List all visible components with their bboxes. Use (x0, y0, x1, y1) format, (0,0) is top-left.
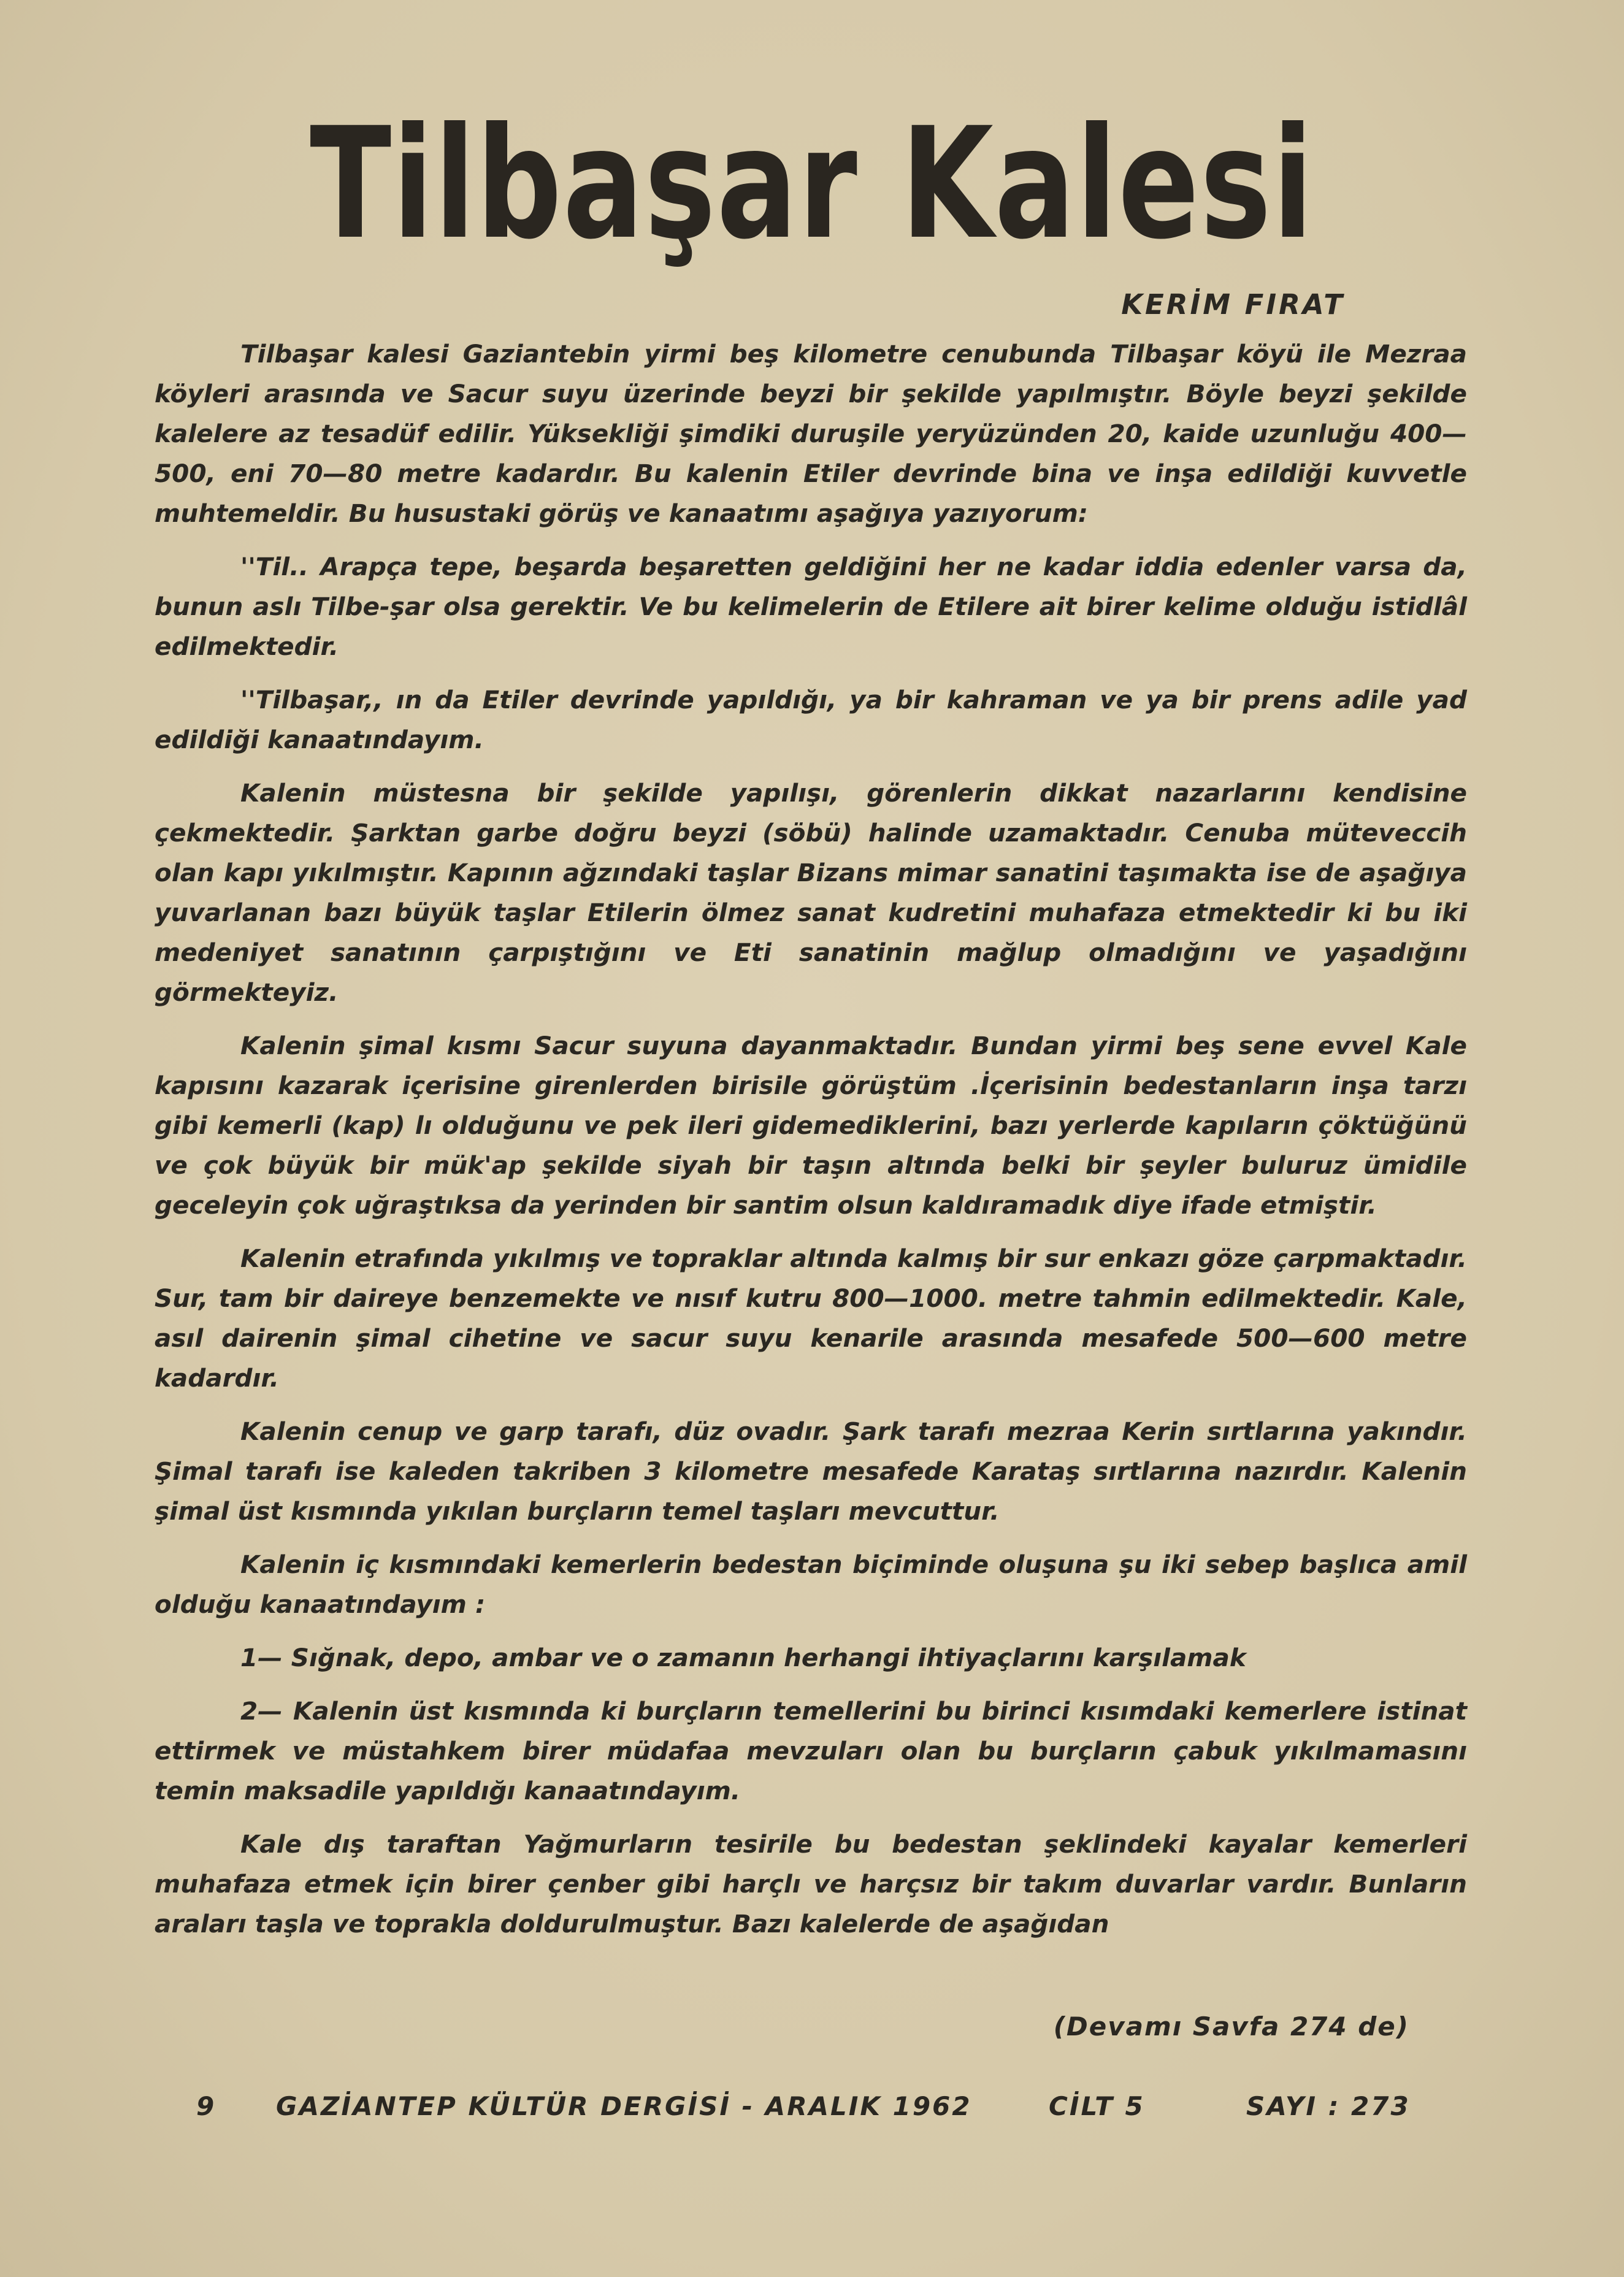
paragraph: Kalenin cenup ve garp tarafı, düz ovadır. Şark tarafı mezraa Kerin sırtlarına yakındır. Şimal tarafı ise kaleden takriben 3 kilometre mesafede Karataş sırtlarına nazırdır. Kalenin şimal üst kısmında yıkılan burçların temel taşları mevcuttur. (155, 1417, 1467, 1526)
paragraph: 1— Sığnak, depo, ambar ve o zamanın herhangi ihtiyaçlarını karşılamak (240, 1643, 1246, 1672)
paragraph: Kale dış taraftan Yağmurların tesirile bu bedestan şeklindeki kayalar kemerleri muhafaza etmek için birer çenber gibi harçlı ve harçsız bir takım duvarlar vardır. Bunların araları taşla ve toprakla doldurulmuştur. Bazı kalelerde de aşağıdan (155, 1829, 1467, 1938)
paragraph: ''Tilbaşar,, ın da Etiler devrinde yapıldığı, ya bir kahraman ve ya bir prens adile yad edildiği kanaatındayım. (155, 685, 1467, 754)
paragraph: Kalenin iç kısmındaki kemerlerin bedestan biçiminde oluşuna şu iki sebep başlıca amil olduğu kanaatındayım : (155, 1550, 1467, 1619)
paragraph: Kalenin etrafında yıkılmış ve topraklar altında kalmış bir sur enkazı göze çarpmaktadır. Sur, tam bir daireye benzemekte ve nısıf kutru 800—1000. metre tahmin edilmektedir. Kale, asıl dairenin şimal cihetine ve sacur suyu kenarile arasında mesafede 500—600 metre kadardır. (155, 1244, 1467, 1393)
article-title: Tilbaşar Kalesi (310, 94, 1314, 273)
paragraph: Kalenin şimal kısmı Sacur suyuna dayanmaktadır. Bundan yirmi beş sene evvel Kale kapısını kazarak içerisine girenlerden birisile görüştüm .İçerisinin bedestanların inşa tarzı gibi kemerli (kap) lı olduğunu ve pek ileri gidemediklerini, bazı yerlerde kapıların çöktüğünü ve çok büyük bir mük'ap şekilde siyah bir taşın altında belki bir şeyler buluruz ümidile geceleyin çok uğraştıksa da yerinden bir santim olsun kaldıramadık diye ifade etmiştir. (155, 1031, 1467, 1220)
footer-page-number: 9 (196, 2091, 216, 2121)
footer-journal: GAZİANTEP KÜLTÜR DERGİSİ - ARALIK 1962 (276, 2091, 972, 2121)
paragraph: Tilbaşar kalesi Gaziantebin yirmi beş kilometre cenubunda Tilbaşar köyü ile Mezraa köyleri arasında ve Sacur suyu üzerinde beyzi bir şekilde yapılmıştır. Böyle beyzi şekilde kalelere az tesadüf edilir. Yüksekliği şimdiki duruşile yeryüzünden 20, kaide uzunluğu 400—500, eni 70—80 metre kadardır. Bu kalenin Etiler devrinde bina ve inşa edildiği kuvvetle muhtemeldir. Bu husustaki görüş ve kanaatımı aşağıya yazıyorum: (155, 339, 1467, 528)
paragraph: 2— Kalenin üst kısmında ki burçların temellerini bu birinci kısımdaki kemerlere istinat ettirmek ve müstahkem birer müdafaa mevzuları olan bu burçların çabuk yıkılmamasını temin maksadile yapıldığı kanaatındayım. (155, 1696, 1467, 1805)
paragraph: Kalenin müstesna bir şekilde yapılışı, görenlerin dikkat nazarlarını kendisine çekmektedir. Şarktan garbe doğru beyzi (söbü) halinde uzamaktadır. Cenuba müteveccih olan kapı yıkılmıştır. Kapının ağzındaki taşlar Bizans mimar sanatini taşımakta ise de aşağıya yuvarlanan bazı büyük taşlar Etilerin ölmez sanat kudretini muhafaza etmektedir ki bu iki medeniyet sanatının çarpıştığını ve Eti sanatinin mağlup olmadığını ve yaşadığını görmekteyiz. (155, 778, 1467, 1007)
author-name: KERİM FIRAT (1121, 288, 1345, 321)
footer-issue: SAYI : 273 (1246, 2091, 1411, 2121)
paragraph: ''Til.. Arapça tepe, beşarda beşaretten geldiğini her ne kadar iddia edenler varsa da, bunun aslı Tilbe-şar olsa gerektir. Ve bu kelimelerin de Etilere ait birer kelime olduğu istidlâl edilmektedir. (155, 552, 1467, 661)
article-body (155, 334, 1467, 1957)
footer-volume: CİLT 5 (1049, 2091, 1145, 2121)
continuation-note: (Devamı Savfa 274 de) (1053, 2011, 1409, 2042)
